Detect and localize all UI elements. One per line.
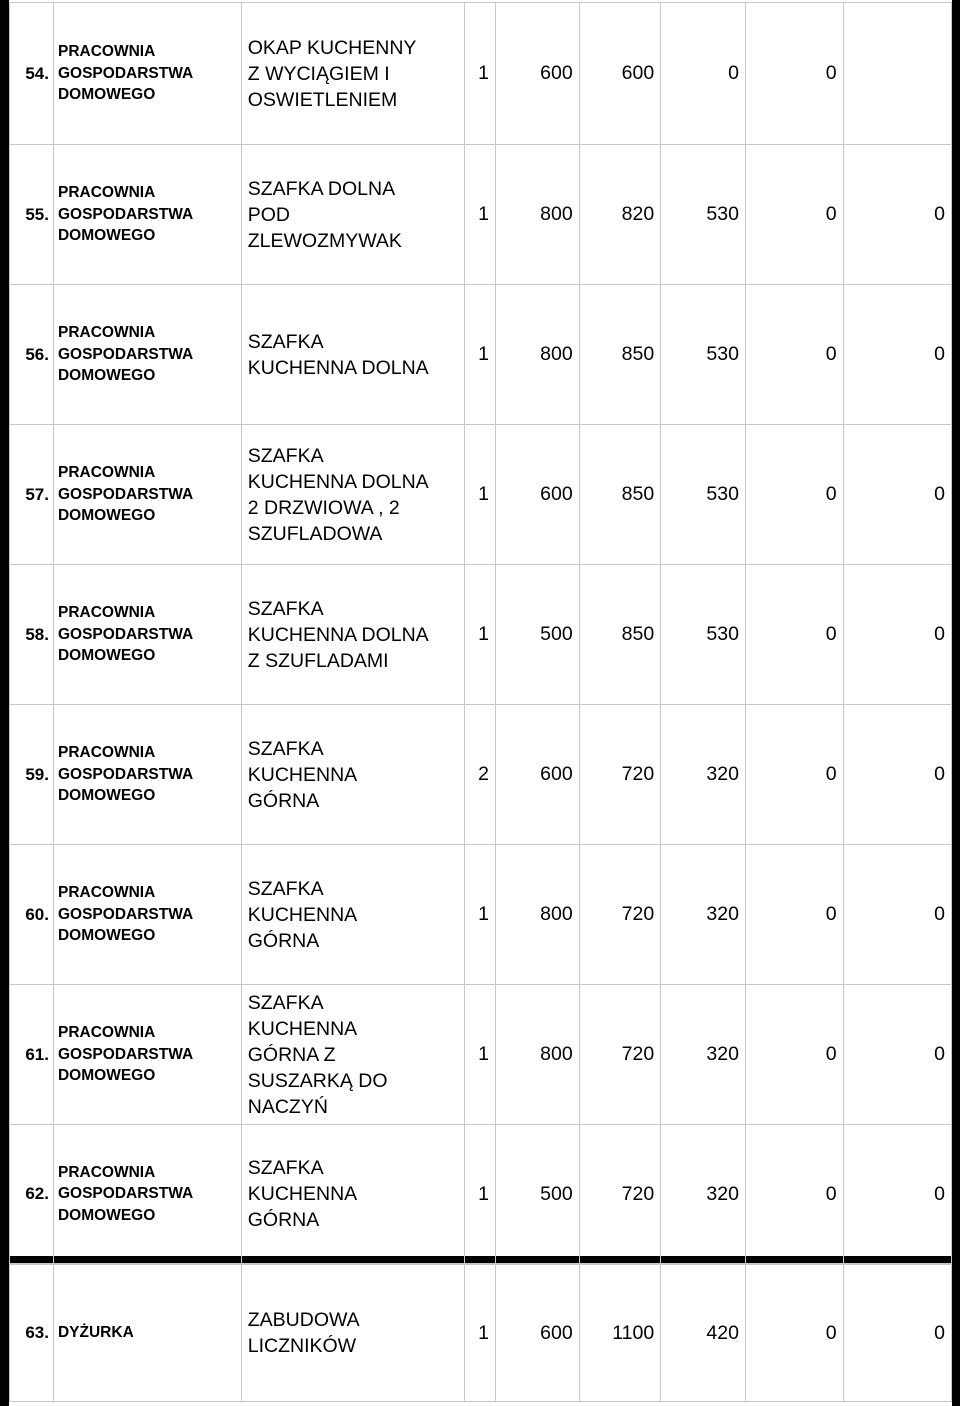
item-name-line: KUCHENNA xyxy=(247,903,358,926)
quantity-cell: 1 xyxy=(464,1125,495,1264)
room-line: DOMOWEGO xyxy=(57,367,156,385)
height-cell: 850 xyxy=(579,425,661,565)
room-cell xyxy=(53,565,241,705)
width-cell: 800 xyxy=(496,145,580,285)
item-name-cell xyxy=(241,985,464,1125)
table-row xyxy=(10,565,952,705)
value-cell: 0 xyxy=(745,285,843,425)
item-name-cell xyxy=(241,425,464,565)
table-row xyxy=(10,145,952,285)
item-name-cell xyxy=(241,565,464,705)
quantity-cell: 1 xyxy=(464,565,495,705)
item-name-line: Z SZUFLADAMI xyxy=(247,649,389,672)
depth-cell: 320 xyxy=(661,845,746,985)
room-cell xyxy=(53,1125,241,1264)
quantity-cell: 1 xyxy=(464,3,495,145)
quantity-cell: 1 xyxy=(464,285,495,425)
depth-cell: 530 xyxy=(661,285,746,425)
item-name-line: SZAFKA xyxy=(247,597,324,620)
item-name-cell xyxy=(241,1125,464,1264)
item-name-line: SUSZARKĄ DO xyxy=(247,1069,388,1092)
room-line: PRACOWNIA xyxy=(57,324,156,342)
item-name-line: OSWIETLENIEM xyxy=(247,88,398,111)
room-line: PRACOWNIA xyxy=(57,604,156,622)
room-line: DOMOWEGO xyxy=(57,86,156,104)
room-cell xyxy=(53,425,241,565)
item-name-line: GÓRNA xyxy=(247,929,320,952)
item-name-line: SZAFKA DOLNA xyxy=(247,177,396,200)
width-cell: 600 xyxy=(496,705,580,845)
equipment-table-lower-body xyxy=(10,1265,952,1402)
item-name-line: SZAFKA xyxy=(247,991,324,1014)
item-name-line: KUCHENNA DOLNA xyxy=(247,470,429,493)
table-row xyxy=(10,1265,952,1402)
item-name-cell xyxy=(241,3,464,145)
value-cell-2: 0 xyxy=(843,985,951,1125)
room-line: DOMOWEGO xyxy=(57,1206,156,1224)
value-cell-2: 0 xyxy=(843,285,951,425)
item-name-line: GÓRNA xyxy=(247,1209,320,1231)
height-cell: 600 xyxy=(579,3,661,145)
height-cell: 850 xyxy=(579,285,661,425)
value-cell: 0 xyxy=(745,705,843,845)
depth-cell: 530 xyxy=(661,565,746,705)
room-line: PRACOWNIA xyxy=(57,43,156,61)
quantity-cell: 1 xyxy=(464,425,495,565)
room-cell xyxy=(53,145,241,285)
item-name-line: SZAFKA xyxy=(247,737,324,760)
value-cell: 0 xyxy=(745,985,843,1125)
quantity-cell: 1 xyxy=(464,145,495,285)
item-name-line: POD xyxy=(247,203,290,226)
row-number: 57. xyxy=(10,425,54,565)
depth-cell: 320 xyxy=(661,705,746,845)
width-cell: 600 xyxy=(496,1265,580,1402)
room-line: PRACOWNIA xyxy=(57,1024,156,1042)
row-number: 59. xyxy=(10,705,54,845)
table-row xyxy=(10,705,952,845)
room-cell xyxy=(53,985,241,1125)
value-cell-2: 0 xyxy=(843,1265,951,1402)
depth-cell: 530 xyxy=(661,425,746,565)
item-name-line: SZAFKA xyxy=(247,330,324,353)
item-name-line: SZAFKA xyxy=(247,444,324,467)
height-cell: 850 xyxy=(579,565,661,705)
row-number: 58. xyxy=(10,565,54,705)
value-cell: 0 xyxy=(745,3,843,145)
value-cell-2: 0 xyxy=(843,145,951,285)
quantity-cell: 1 xyxy=(464,845,495,985)
quantity-cell: 1 xyxy=(464,985,495,1125)
width-cell: 500 xyxy=(496,1125,580,1264)
room-line: PRACOWNIA xyxy=(57,884,156,902)
depth-cell: 0 xyxy=(661,3,746,145)
item-name-line: Z WYCIĄGIEM I xyxy=(247,62,390,85)
room-line: DOMOWEGO xyxy=(57,927,156,945)
room-line: GOSPODARSTWA xyxy=(57,345,194,363)
item-name-line: GÓRNA xyxy=(247,789,320,812)
item-name-line: SZAFKA xyxy=(247,877,324,900)
room-line: GOSPODARSTWA xyxy=(57,905,194,923)
room-line: PRACOWNIA xyxy=(57,184,156,202)
row-number: 62. xyxy=(10,1125,54,1264)
right-border xyxy=(952,0,960,1406)
table-row xyxy=(10,1125,952,1264)
item-name-cell xyxy=(241,285,464,425)
item-name-cell xyxy=(241,1265,464,1402)
item-name-line: SZAFKA xyxy=(247,1157,324,1179)
table-row xyxy=(10,845,952,985)
row-number: 61. xyxy=(10,985,54,1125)
row-number: 60. xyxy=(10,845,54,985)
value-cell-2: 0 xyxy=(843,425,951,565)
depth-cell: 320 xyxy=(661,1125,746,1264)
room-line: PRACOWNIA xyxy=(57,744,156,762)
width-cell: 500 xyxy=(496,565,580,705)
row-number: 56. xyxy=(10,285,54,425)
width-cell: 800 xyxy=(496,985,580,1125)
item-name-line: 2 DRZWIOWA , 2 xyxy=(247,496,400,519)
quantity-cell: 1 xyxy=(464,1265,495,1402)
width-cell: 600 xyxy=(496,425,580,565)
room-line: GOSPODARSTWA xyxy=(57,765,194,783)
value-cell-2: 0 xyxy=(843,845,951,985)
value-cell: 0 xyxy=(745,145,843,285)
room-line: GOSPODARSTWA xyxy=(57,64,194,82)
room-line: GOSPODARSTWA xyxy=(57,1045,194,1063)
width-cell: 600 xyxy=(496,3,580,145)
room-line: DOMOWEGO xyxy=(57,507,156,525)
value-cell-2 xyxy=(843,3,951,145)
row-number: 63. xyxy=(10,1265,54,1402)
item-name-line: KUCHENNA DOLNA xyxy=(247,623,429,646)
value-cell-2: 0 xyxy=(843,705,951,845)
item-name-line: OKAP KUCHENNY xyxy=(247,36,417,59)
room-line: DOMOWEGO xyxy=(57,1067,156,1085)
room-cell xyxy=(53,285,241,425)
row-number: 54. xyxy=(10,3,54,145)
row-number: 55. xyxy=(10,145,54,285)
value-cell: 0 xyxy=(745,845,843,985)
item-name-cell xyxy=(241,845,464,985)
left-border-lower xyxy=(0,1260,9,1406)
item-name-line: KUCHENNA xyxy=(247,1183,358,1205)
equipment-table-lower xyxy=(9,1264,952,1402)
room-line: PRACOWNIA xyxy=(57,464,156,482)
table-row xyxy=(10,3,952,145)
item-name-cell xyxy=(241,705,464,845)
room-line: GOSPODARSTWA xyxy=(57,205,194,223)
room-line: GOSPODARSTWA xyxy=(57,625,194,643)
room-cell xyxy=(53,845,241,985)
room-line: PRACOWNIA xyxy=(57,1163,156,1181)
room-line: DOMOWEGO xyxy=(57,647,156,665)
left-border xyxy=(0,0,9,1260)
item-name-line: KUCHENNA xyxy=(247,763,358,786)
value-cell-2: 0 xyxy=(843,1125,951,1264)
room-cell xyxy=(53,1265,241,1402)
room-cell xyxy=(53,705,241,845)
table-row xyxy=(10,285,952,425)
depth-cell: 420 xyxy=(661,1265,746,1402)
value-cell: 0 xyxy=(745,1125,843,1264)
item-name-cell xyxy=(241,145,464,285)
value-cell-2: 0 xyxy=(843,565,951,705)
height-cell: 720 xyxy=(579,705,661,845)
value-cell: 0 xyxy=(745,565,843,705)
room-line: GOSPODARSTWA xyxy=(57,485,194,503)
height-cell: 820 xyxy=(579,145,661,285)
table-row xyxy=(10,425,952,565)
value-cell: 0 xyxy=(745,1265,843,1402)
height-cell: 720 xyxy=(579,845,661,985)
equipment-table xyxy=(9,2,952,1264)
room-line: DOMOWEGO xyxy=(57,227,156,245)
room-line: GOSPODARSTWA xyxy=(57,1185,194,1203)
item-name-line: KUCHENNA xyxy=(247,1017,358,1040)
width-cell: 800 xyxy=(496,845,580,985)
table-row xyxy=(10,985,952,1125)
item-name-line: LICZNIKÓW xyxy=(247,1335,357,1357)
item-name-line: ZLEWOZMYWAK xyxy=(247,229,402,252)
depth-cell: 320 xyxy=(661,985,746,1125)
quantity-cell: 2 xyxy=(464,705,495,845)
width-cell: 800 xyxy=(496,285,580,425)
item-name-line: NACZYŃ xyxy=(247,1095,328,1118)
item-name-line: GÓRNA Z xyxy=(247,1043,336,1066)
depth-cell: 530 xyxy=(661,145,746,285)
height-cell: 720 xyxy=(579,1125,661,1264)
room-line: DOMOWEGO xyxy=(57,787,156,805)
room-cell xyxy=(53,3,241,145)
height-cell: 1100 xyxy=(579,1265,661,1402)
height-cell: 720 xyxy=(579,985,661,1125)
equipment-table-body xyxy=(10,3,952,1264)
room-line: DYŻURKA xyxy=(57,1324,134,1342)
item-name-line: KUCHENNA DOLNA xyxy=(247,356,429,379)
item-name-line: SZUFLADOWA xyxy=(247,522,383,545)
item-name-line: ZABUDOWA xyxy=(247,1309,360,1331)
value-cell: 0 xyxy=(745,425,843,565)
